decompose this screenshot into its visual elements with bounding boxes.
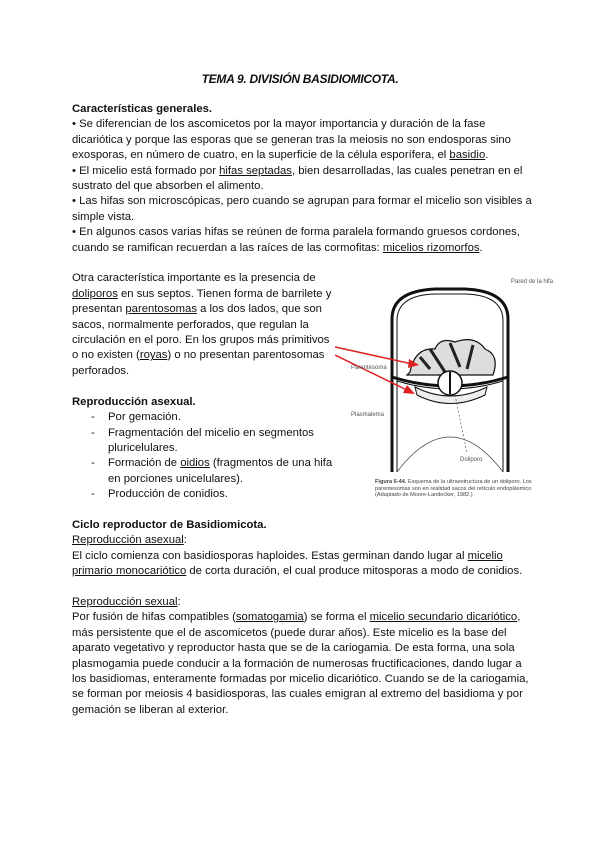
- text-run: Producción de conidios.: [108, 488, 228, 501]
- text-run: El ciclo comienza con basidiosporas haploides. Estas germinan dando lugar al: [72, 549, 468, 562]
- text-run: ) se forma el: [303, 611, 370, 624]
- list-item-text: [108, 411, 181, 423]
- figure-caption: [375, 479, 547, 498]
- paragraph: [72, 117, 534, 163]
- section-caracteristicas: [72, 102, 534, 256]
- dash-bullet: -: [91, 457, 95, 470]
- text-run: de corta duración, el cual produce mitosporas a modo de conidios.: [186, 565, 523, 578]
- text-run: Formación de: [108, 457, 181, 470]
- subheading: [72, 533, 534, 548]
- text-run: Otra característica importante es la presencia de: [72, 272, 316, 285]
- colon: :: [183, 534, 187, 547]
- list-item: [72, 456, 334, 487]
- paragraph: [72, 194, 534, 225]
- asexual-list: [72, 410, 334, 502]
- text-run: • Se diferencian de los ascomicetos por la mayor importancia y duración de la fase dicariótica y porque las esporas que se generan tras la meiosis no son endosporas sino exosporas, en número de cuatro, en la superficie de la célula esporífera, el: [72, 118, 511, 162]
- underlined-term: oidios: [180, 457, 210, 470]
- text-run: a los dos lados, que son sacos, normalmente perforados, que regulan la circulación en el poro. En los grupos más primitivos o no existen (: [72, 303, 330, 362]
- text-run: .: [485, 149, 489, 162]
- text-run: Por fusión de hifas compatibles (: [72, 611, 236, 624]
- dash-bullet: -: [91, 488, 95, 501]
- dash-bullet: -: [91, 411, 95, 424]
- list-item-text: [108, 488, 228, 500]
- subheading: [72, 595, 534, 610]
- text-run: , bien desarrolladas, las cuales penetran en el sustrato del que absorben el alimento.: [72, 164, 523, 193]
- colon: :: [177, 595, 181, 608]
- underlined-term: micelios rizomorfos: [382, 241, 480, 254]
- underlined-term: hifas septadas: [219, 164, 292, 177]
- underlined-term: parentosomas: [125, 303, 197, 316]
- label-parentesoma: Parentesoma: [351, 365, 387, 372]
- list-item-text: [108, 457, 332, 484]
- underlined-term: basidio: [449, 149, 486, 162]
- paragraph: [72, 610, 534, 718]
- text-run: ) o no presentan parentosomas perforados.: [72, 349, 325, 377]
- label-doliporo: Doliporo: [460, 457, 483, 464]
- text-run: • En algunos casos varias hifas se reúnen de forma paralela formando gruesos cordones, cuando se ramifican recuerdan a las raíces de las cormofitas:: [72, 226, 520, 254]
- left-column: [72, 271, 334, 502]
- doliporo-figure: [335, 277, 554, 502]
- dash-bullet: -: [91, 426, 95, 439]
- underlined-term: micelio secundario dicariótico: [369, 611, 518, 624]
- underlined-term: micelio primario monocariótico: [72, 549, 503, 578]
- paragraph: [72, 549, 534, 580]
- text-run: Por gemación.: [108, 411, 181, 424]
- section-heading: Ciclo reproductor de Basidiomicota.: [72, 518, 267, 531]
- underlined-term: royas: [139, 349, 168, 362]
- text-run: • Las hifas son microscópicas, pero cuando se agrupan para formar el micelio son visibles a simple vista.: [72, 195, 532, 223]
- list-item-text: [108, 427, 314, 454]
- paragraph: [72, 271, 334, 379]
- section-reproduccion-asexual: [72, 395, 334, 503]
- paragraph: [72, 164, 534, 195]
- doliporo-diagram: [335, 277, 550, 477]
- list-item: [72, 410, 334, 425]
- doliporo-row: [72, 271, 554, 502]
- text-run: • El micelio está formado por: [72, 164, 220, 177]
- list-item: [72, 426, 334, 457]
- text-run: Fragmentación del micelio en segmentos pluricelulares.: [108, 426, 314, 454]
- asexual-label: Reproducción asexual: [72, 534, 184, 547]
- section-ciclo: [72, 518, 534, 718]
- text-run: (fragmentos de una hifa en porciones unicelulares).: [108, 457, 333, 485]
- label-plasmalema: Plasmalema: [351, 412, 385, 419]
- label-pared: Pared de la hifa: [511, 279, 554, 286]
- document-body: [72, 102, 554, 718]
- underlined-term: somatogamia: [235, 611, 304, 624]
- list-item: [72, 487, 334, 502]
- section-heading: Características generales.: [72, 103, 213, 115]
- paragraph: [72, 225, 534, 256]
- caption-number: Figura 6-44.: [375, 479, 407, 486]
- underlined-term: doliporos: [72, 287, 118, 300]
- text-run: .: [479, 241, 483, 254]
- text-run: en sus septos. Tienen forma de barrilete y presentan: [72, 287, 332, 316]
- sexual-label: Reproducción sexual: [72, 595, 178, 608]
- page-title: TEMA 9. DIVISIÓN BASIDIOMICOTA.: [201, 72, 399, 86]
- text-run: , más persistente que el de ascomicetos (puede durar años). Este micelio es la base del aparato vegetativo y reproductor hasta que se de la cariogamia. De esta forma, una sola plasmogamia puede conducir a la formación de numerosas fructificaciones, dando lugar a los basidiomas, enteramente formadas por micelio dicariótico. Cuando se de la cariogamia, se forman por meiosis 4 basidiosporas, las cuales emigran al extremo del basidioma y por gemación se liberan al exterior.: [72, 611, 529, 716]
- section-heading: Reproducción asexual.: [72, 395, 196, 408]
- caption-text: Esquema de la ultraestructura de un doliporo. Los parentesomas son en realidad sacos del retículo endoplásmico (Adaptado de Moore-Landecker, 1982.): [375, 479, 532, 499]
